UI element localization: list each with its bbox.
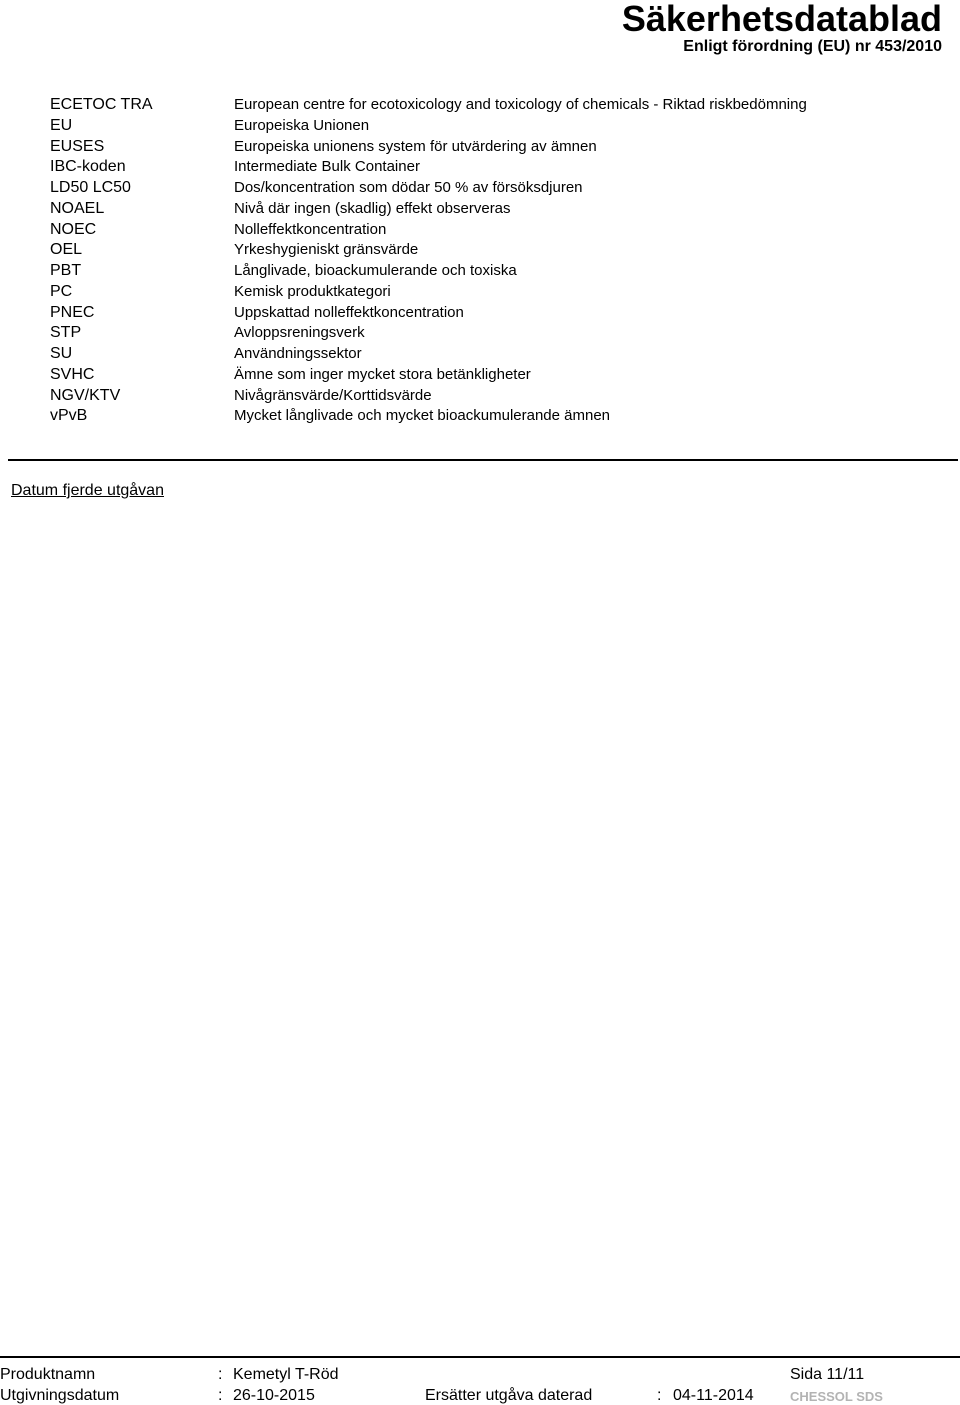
abbreviation-definition: Mycket långlivade och mycket bioackumulerande ämnen bbox=[234, 407, 611, 425]
abbreviation-code: SU bbox=[50, 345, 73, 362]
abbreviation-row bbox=[0, 117, 960, 138]
abbreviation-row bbox=[0, 407, 960, 428]
issue-date-value: 26-10-2015 bbox=[233, 1387, 315, 1404]
replaces-separator: : bbox=[657, 1387, 662, 1404]
abbreviation-definition: Europeiska Unionen bbox=[234, 116, 370, 134]
product-name-value: Kemetyl T-Röd bbox=[233, 1366, 339, 1383]
abbreviation-list bbox=[0, 96, 960, 428]
abbreviation-code: NOAEL bbox=[50, 199, 105, 217]
product-name-separator: : bbox=[218, 1366, 223, 1383]
abbreviation-row bbox=[0, 158, 960, 179]
abbreviation-definition: Kemisk produktkategori bbox=[234, 282, 391, 300]
abbreviation-definition: Nivågränsvärde/Korttidsvärde bbox=[234, 386, 432, 404]
abbreviation-definition: Långlivade, bioackumulerande och toxiska bbox=[234, 262, 517, 279]
abbreviation-row bbox=[0, 345, 960, 366]
abbreviation-definition: Uppskattad nolleffektkoncentration bbox=[234, 303, 464, 321]
abbreviation-definition: Ämne som inger mycket stora betänkligheter bbox=[234, 365, 531, 383]
abbreviation-code: NGV/KTV bbox=[50, 386, 121, 404]
product-name-label: Produktnamn bbox=[0, 1366, 96, 1383]
abbreviation-definition: Användningssektor bbox=[234, 345, 362, 362]
abbreviation-code: PBT bbox=[50, 262, 82, 279]
abbreviation-code: LD50 LC50 bbox=[50, 179, 131, 196]
abbreviation-definition: Europeiska unionens system för utvärdering av ämnen bbox=[234, 137, 597, 155]
abbreviation-code: IBC-koden bbox=[50, 158, 126, 176]
replaces-date-value: 04-11-2014 bbox=[673, 1387, 754, 1404]
abbreviation-code: SVHC bbox=[50, 365, 95, 383]
abbreviation-row bbox=[0, 200, 960, 221]
page-number: Sida 11/11 bbox=[790, 1366, 865, 1383]
abbreviation-definition: European centre for ecotoxicology and toxicology of chemicals - Riktad riskbedömning bbox=[234, 96, 807, 113]
abbreviation-code: ECETOC TRA bbox=[50, 96, 153, 113]
abbreviation-row bbox=[0, 262, 960, 283]
abbreviation-row bbox=[0, 324, 960, 345]
abbreviation-row bbox=[0, 138, 960, 159]
abbreviation-row bbox=[0, 221, 960, 242]
abbreviation-code: NOEC bbox=[50, 220, 97, 238]
abbreviation-row bbox=[0, 179, 960, 200]
regulation-subtitle: Enligt förordning (EU) nr 453/2010 bbox=[683, 38, 942, 55]
abbreviation-row bbox=[0, 96, 960, 117]
issue-date-label: Utgivningsdatum bbox=[0, 1387, 120, 1404]
brand-logo-text: CHESSOL SDS bbox=[790, 1389, 883, 1404]
abbreviation-row bbox=[0, 283, 960, 304]
abbreviation-row bbox=[0, 241, 960, 262]
footer-divider bbox=[0, 1356, 960, 1358]
abbreviation-row bbox=[0, 304, 960, 325]
abbreviation-definition: Avloppsreningsverk bbox=[234, 324, 365, 342]
abbreviation-code: EU bbox=[50, 116, 73, 134]
abbreviation-definition: Dos/koncentration som dödar 50 % av försöksdjuren bbox=[234, 179, 583, 196]
issue-date-separator: : bbox=[218, 1387, 223, 1404]
document-title: Säkerhetsdatablad bbox=[621, 0, 942, 39]
abbreviation-code: PC bbox=[50, 282, 73, 300]
abbreviation-definition: Nolleffektkoncentration bbox=[234, 220, 387, 238]
abbreviation-definition: Intermediate Bulk Container bbox=[234, 158, 420, 176]
abbreviation-definition: Nivå där ingen (skadlig) effekt observeras bbox=[234, 199, 511, 217]
abbreviation-code: vPvB bbox=[50, 407, 88, 425]
abbreviation-code: OEL bbox=[50, 241, 83, 259]
abbreviation-row bbox=[0, 366, 960, 387]
abbreviation-row bbox=[0, 387, 960, 408]
abbreviation-code: PNEC bbox=[50, 303, 95, 321]
replaces-label: Ersätter utgåva daterad bbox=[425, 1387, 593, 1404]
abbreviation-code: STP bbox=[50, 324, 82, 342]
section-divider bbox=[8, 459, 958, 461]
abbreviation-code: EUSES bbox=[50, 137, 105, 155]
section-heading: Datum fjerde utgåvan bbox=[11, 482, 164, 499]
abbreviation-definition: Yrkeshygieniskt gränsvärde bbox=[234, 241, 419, 259]
